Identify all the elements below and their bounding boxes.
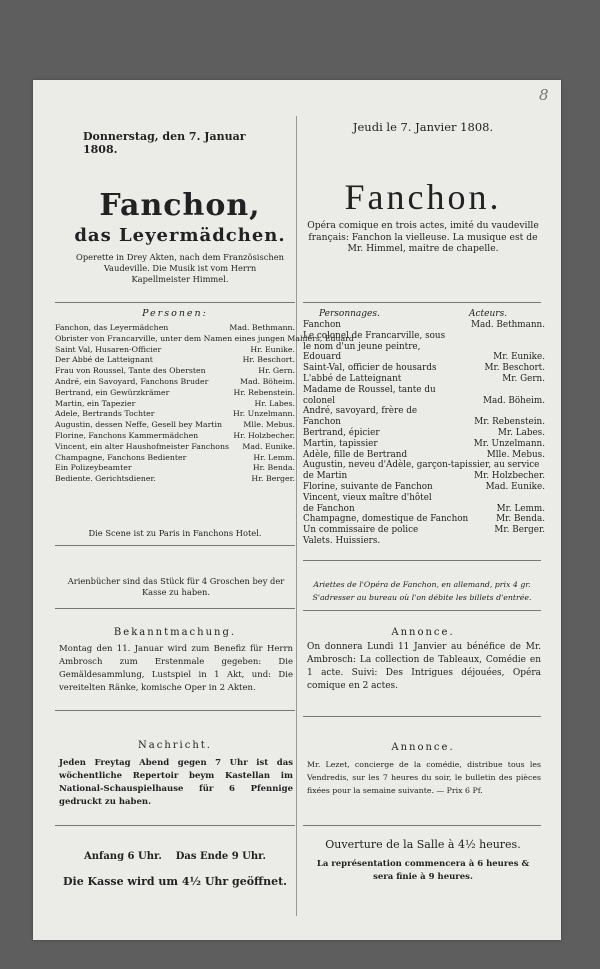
- french-cast-list: [303, 320, 545, 547]
- rule: [55, 825, 295, 826]
- rule: [303, 560, 541, 561]
- role-name: Valets. Huissiers.: [303, 535, 381, 546]
- role-name: Edouard: [303, 352, 342, 363]
- cast-row: [303, 450, 545, 461]
- role-name: Bertrand, épicier: [303, 427, 380, 438]
- role-name: L'abbé de Latteignant: [303, 373, 402, 384]
- german-date: Donnerstag, den 7. Januar 1808.: [83, 130, 246, 156]
- cast-row: [55, 333, 354, 345]
- cast-row: [303, 504, 545, 515]
- cast-row: [303, 417, 545, 428]
- role-name: Ein Polizeybeamter: [55, 463, 132, 473]
- ouverture: Ouverture de la Salle à 4½ heures.: [325, 838, 521, 851]
- cast-row: [55, 474, 295, 485]
- rule: [303, 825, 541, 826]
- role-name: Martin, ein Tapezier: [55, 398, 136, 408]
- actor-name: Hr. Lemm.: [253, 452, 295, 462]
- rule: [55, 545, 295, 546]
- german-description: Operette in Drey Akten, nach dem Französischen Vaudeville. Die Musik ist vom Herrn Kapellmeister Himmel.: [76, 252, 284, 284]
- actor-name: Mlle. Mebus.: [243, 420, 295, 430]
- role-name: Saint Val, Husaren-Officier: [55, 344, 162, 354]
- cast-row: [55, 431, 295, 442]
- cast-row: [303, 406, 545, 417]
- role-name: Augustin, dessen Neffe, Gesell bey Martin: [55, 420, 222, 430]
- rule: [303, 302, 541, 303]
- role-name: Frau von Roussel, Tante des Obersten: [55, 366, 206, 376]
- cast-row: [55, 345, 295, 356]
- actor-name: Mad. Eunike.: [485, 481, 545, 492]
- actor-name: Mr. Labes.: [497, 427, 545, 438]
- actor-name: Hr. Rebenstein.: [233, 387, 295, 397]
- role-name: Vincent, ein alter Haushofmeister Fanchons: [55, 441, 229, 451]
- personnages-heading: Personnages.: [319, 309, 380, 319]
- french-ariettes-note: Ariettes de l'Opéra de Fanchon, en allemand, prix 4 gr. S'adresser au bureau où l'on débite les billets d'entrée.: [312, 580, 532, 602]
- role-name: de Fanchon: [303, 503, 355, 514]
- german-arien-note: Arienbücher sind das Stück für 4 Groschen bey der Kasse zu haben.: [67, 576, 285, 597]
- role-name: Obrister von Francarville, unter dem Namen eines jungen Mahlers, Eduard: [55, 333, 354, 343]
- cast-row: [55, 388, 295, 399]
- actor-name: Mr. Eunike.: [493, 352, 545, 363]
- cast-row: [303, 320, 545, 331]
- actor-name: Hr. Unzelmann.: [233, 409, 295, 419]
- role-name: Augustin, neveu d'Adèle, garçon-tapissier, au service: [303, 460, 540, 471]
- role-name: Fanchon: [303, 320, 341, 330]
- rule: [55, 710, 295, 711]
- nachricht-title: Nachricht.: [138, 740, 212, 751]
- role-name: Florine, suivante de Fanchon: [303, 481, 433, 492]
- german-subtitle: das Leyermädchen.: [74, 225, 286, 246]
- role-name: Saint-Val, officier de housards: [303, 363, 437, 374]
- annonce2-body: Mr. Lezet, concierge de la comédie, distribue tous les Vendredis, sur les 7 heures du soir, le bulletin des pièces fixées pour la semaine suivante. — Prix 6 Pf.: [307, 760, 541, 795]
- actor-name: Mad. Bethmann.: [229, 323, 295, 332]
- actor-name: Mad. Böheim.: [482, 395, 545, 406]
- playbill-page: [33, 80, 561, 940]
- nachricht-body: Jeden Freytag Abend gegen 7 Uhr ist das wöchentliche Repertoir beym Kastellan im National-Schauspielhause für 6 Pfennige gedruckt zu haben.: [59, 758, 293, 807]
- role-name: Champagne, domestique de Fanchon: [303, 514, 469, 525]
- cast-row: [55, 399, 295, 410]
- actor-name: Hr. Berger.: [251, 474, 295, 484]
- role-name: André, savoyard, frère de: [303, 406, 418, 417]
- cast-row: [303, 363, 545, 374]
- cast-row: [303, 331, 545, 342]
- cast-row: [55, 355, 295, 366]
- page-number: 8: [539, 86, 549, 104]
- cast-row: [55, 420, 295, 431]
- cast-row: [55, 366, 295, 377]
- role-name: Adèle, fille de Bertrand: [303, 449, 408, 460]
- representation: La représentation commencera à 6 heures & sera finie à 9 heures.: [316, 859, 530, 882]
- actor-name: Mad. Bethmann.: [470, 320, 545, 330]
- french-title: Fanchon.: [344, 177, 502, 217]
- cast-row: [303, 374, 545, 385]
- role-name: Le colonel de Francarville, sous: [303, 330, 446, 341]
- role-name: Bertrand, ein Gewürzkrämer: [55, 387, 170, 397]
- bekanntmachung-title: Bekanntmachung.: [113, 627, 237, 638]
- cast-row: [55, 453, 295, 464]
- role-name: Fanchon, das Leyermädchen: [55, 323, 169, 332]
- german-kasse: Die Kasse wird um 4½ Uhr geöffnet.: [62, 875, 287, 888]
- actor-name: Hr. Benda.: [252, 463, 295, 473]
- actor-name: Mr. Rebenstein.: [474, 417, 545, 428]
- cast-row: [303, 482, 545, 493]
- cast-row: [55, 463, 295, 474]
- personen-heading: Personen:: [142, 308, 208, 319]
- actor-name: Mr. Benda.: [496, 514, 545, 525]
- bekanntmachung-body: Montag den 11. Januar wird zum Benefiz für Herrn Ambrosch zum Erstenmale gegeben: Die Gemäldesammlung, Lustspiel in 1 Akt, und: Die vereitelten Ränke, komische Oper in 2 Akten.: [59, 644, 293, 693]
- rule: [303, 716, 541, 717]
- actor-name: Hr. Eunike.: [250, 344, 295, 354]
- rule: [55, 302, 295, 303]
- role-name: colonel: [303, 395, 336, 406]
- role-name: Martin, tapissier: [303, 438, 378, 449]
- role-name: Un commissaire de police: [303, 525, 419, 536]
- role-name: Adele, Bertrands Tochter: [55, 409, 155, 419]
- role-name: Florine, Fanchons Kammermädchen: [55, 430, 199, 440]
- cast-row: [303, 396, 545, 407]
- actor-name: Mlle. Mebus.: [486, 449, 545, 460]
- french-column: [299, 80, 547, 940]
- actor-name: Hr. Beschort.: [242, 355, 295, 365]
- acteurs-heading: Acteurs.: [469, 309, 508, 319]
- actor-name: Hr. Gern.: [258, 366, 295, 376]
- cast-row: [55, 377, 295, 388]
- cast-row: [303, 460, 545, 471]
- actor-name: Mr. Holzbecher.: [474, 471, 545, 482]
- german-scene: Die Scene ist zu Paris in Fanchons Hotel.: [88, 528, 262, 538]
- role-name: Madame de Roussel, tante du: [303, 384, 436, 395]
- cast-row: [303, 471, 545, 482]
- rule: [55, 608, 295, 609]
- actor-name: Mr. Berger.: [494, 525, 545, 536]
- role-name: Bediente. Gerichtsdiener.: [55, 474, 156, 484]
- actor-name: Hr. Labes.: [254, 398, 295, 408]
- actor-name: Mr. Lemm.: [496, 503, 545, 514]
- cast-row: [303, 428, 545, 439]
- cast-row: [303, 352, 545, 363]
- german-times: Anfang 6 Uhr. Das Ende 9 Uhr.: [84, 851, 266, 862]
- actor-name: Mr. Unzelmann.: [473, 438, 545, 449]
- role-name: Champagne, Fanchons Bedienter: [55, 452, 187, 462]
- role-name: André, ein Savoyard, Fanchons Bruder: [55, 376, 209, 386]
- annonce1-title: Annonce.: [391, 627, 455, 638]
- annonce2-title: Annonce.: [391, 742, 455, 753]
- actor-name: Mad. Eunike.: [242, 441, 295, 451]
- role-name: Vincent, vieux maître d'hôtel: [303, 492, 432, 503]
- cast-row: [303, 525, 545, 536]
- cast-row: [303, 385, 545, 396]
- cast-row: [303, 493, 545, 504]
- french-date: Jeudi le 7. Janvier 1808.: [352, 120, 494, 134]
- role-name: Der Abbé de Latteignant: [55, 355, 153, 365]
- german-title: Fanchon,: [99, 188, 261, 223]
- actor-name: Mr. Gern.: [502, 373, 545, 384]
- annonce1-body: On donnera Lundi 11 Janvier au bénéfice de Mr. Ambrosch: La collection de Tableaux, Comédie en 1 acte. Suivi: Des Intrigues déjouées, Opéra comique en 2 actes.: [307, 642, 541, 691]
- cast-row: [303, 439, 545, 450]
- rule: [303, 610, 541, 611]
- actor-name: Hr. Holzbecher.: [233, 430, 295, 440]
- actor-name: Mr. Beschort.: [484, 363, 545, 374]
- cast-row: [55, 409, 295, 420]
- role-name: Fanchon: [303, 417, 341, 428]
- cast-row: [55, 323, 295, 334]
- cast-row: [303, 342, 545, 353]
- role-name: de Martin: [303, 471, 348, 482]
- cast-row: [303, 536, 545, 547]
- cast-row: [55, 442, 295, 453]
- actor-name: Mad. Böheim.: [239, 376, 295, 386]
- role-name: le nom d'un jeune peintre,: [303, 341, 421, 352]
- french-description: Opéra comique en trois actes, imité du vaudeville français: Fanchon la vielleuse. La musique est de Mr. Himmel, maitre de chapelle.: [307, 220, 539, 255]
- cast-row: [303, 514, 545, 525]
